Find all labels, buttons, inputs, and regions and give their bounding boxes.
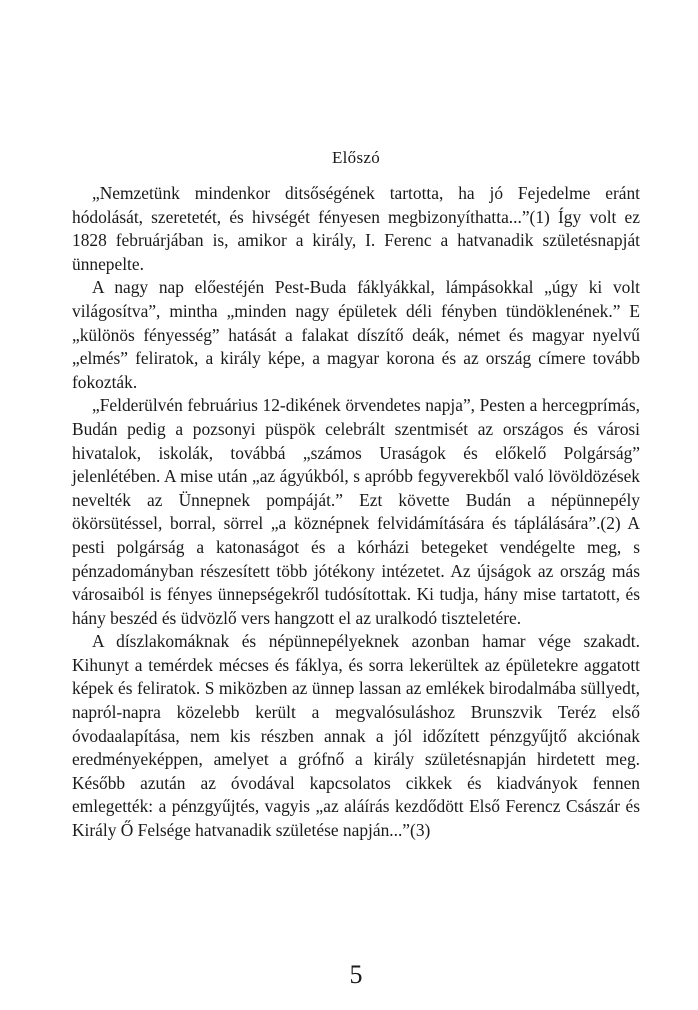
paragraph-4: A díszlakomáknak és népünnepélyeknek azonban hamar vége szakadt. Kihunyt a temérdek mécses és fáklya, és sorra lekerültek az épületekre aggatott képek és feliratok. S miközben az ünnep lassan az emlékek birodalmába süllyedt, napról-napra közelebb került a megvalósuláshoz Brunszvik Teréz első óvodaalapítása, nem kis részben annak a jól időzített pénzgyűjtő akciónak eredményeképpen, amelyet a grófnő a király születésnapján hirdetett meg. Később azután az óvodával kapcsolatos cikkek és kiadványok fennen emlegették: a pénzgyűjtés, vagyis „az aláírás kezdődött Első Ferencz Császár és Király Ő Felsége hatvanadik születése napján...”(3) [72,631,640,841]
page-number: 5 [349,960,363,989]
page-title: Előszó [331,148,381,167]
document-page [72,0,640,1010]
paragraph-1: „Nemzetünk mindenkor ditsőségének tartotta, ha jó Fejedelme eránt hódolását, szeretetét, és hivségét fényesen megbizonyíthatta...”(1) Így volt ez 1828 februárjában is, amikor a király, I. Ferenc a hatvanadik születésnapját ünnepelte. [72,183,640,274]
paragraph-2: A nagy nap előestéjén Pest-Buda fáklyákkal, lámpásokkal „úgy ki volt világosítva”, mintha „minden nagy épületek déli fényben tündöklenének.” E „különös fényesség” hatását a falakat díszítő deák, német és magyar nyelvű „elmés” feliratok, a király képe, a magyar korona és az ország címere tovább fokozták. [72,277,640,392]
body-text [72,182,640,843]
paragraph-3: „Felderülvén februárius 12-dikének örvendetes napja”, Pesten a hercegprímás, Budán pedig a pozsonyi püspök celebrált szentmisét az országos és városi hivatalok, iskolák, továbbá „számos Uraságok és előkelő Polgárság” jelenlétében. A mise után „az ágyúkból, s apróbb fegyverekből való lövöldözések nevelték az Ünnepnek pompáját.” Ezt követte Budán a népünnepély ökörsütéssel, borral, sörrel „a köznépnek felvidámítására és táplálására”.(2) A pesti polgárság a katonaságot és a kórházi betegeket vendégelte meg, s pénzadományban részesített több jótékony intézetet. Az újságok az ország más városaiból is fényes ünnepségekről tudósítottak. Ki tudja, hány mise tartatott, és hány beszéd és üdvözlő vers hangzott el az uralkodó tiszteletére. [72,395,640,628]
